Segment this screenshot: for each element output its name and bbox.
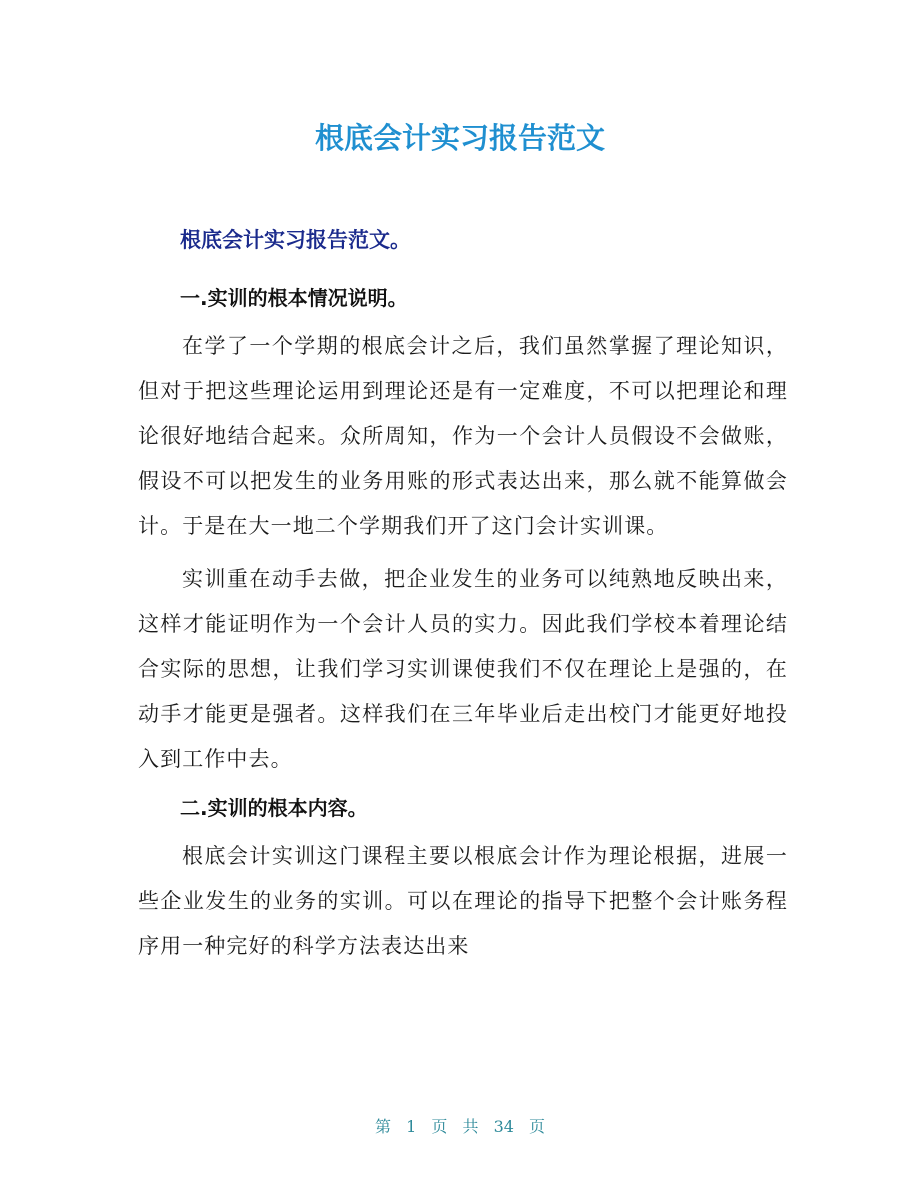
section-2 bbox=[138, 790, 788, 969]
footer-prefix: 第 bbox=[374, 1117, 391, 1136]
document-body bbox=[138, 222, 788, 977]
footer-total-word: 共 bbox=[462, 1117, 479, 1136]
section-heading: 一.实训的根本情况说明。 bbox=[180, 286, 408, 310]
document-subtitle: 根底会计实习报告范文。 bbox=[180, 228, 411, 252]
paragraph: 实训重在动手去做，把企业发生的业务可以纯熟地反映出来，这样才能证明作为一个会计人员的实力。因此我们学校本着理论结合实际的思想，让我们学习实训课使我们不仅在理论上是强的，在动手才能更是强者。这样我们在三年毕业后走出校门才能更好地投入到工作中去。 bbox=[138, 567, 788, 771]
document-title: 根底会计实习报告范文 bbox=[314, 121, 605, 155]
footer-suffix: 页 bbox=[529, 1117, 546, 1136]
footer-page-unit: 页 bbox=[431, 1117, 448, 1136]
current-page-number: 1 bbox=[406, 1117, 417, 1136]
paragraph: 根底会计实训这门课程主要以根底会计作为理论根据，进展一些企业发生的业务的实训。可以在理论的指导下把整个会计账务程序用一种完好的科学方法表达出来 bbox=[138, 844, 788, 958]
section-heading: 二.实训的根本内容。 bbox=[180, 796, 368, 820]
paragraph: 在学了一个学期的根底会计之后，我们虽然掌握了理论知识，但对于把这些理论运用到理论还是有一定难度，不可以把理论和理论很好地结合起来。众所周知，作为一个会计人员假设不会做账，假设不可以把发生的业务用账的形式表达出来，那么就不能算做会计。于是在大一地二个学期我们开了这门会计实训课。 bbox=[138, 334, 788, 538]
total-pages-number: 34 bbox=[493, 1117, 514, 1136]
section-1 bbox=[138, 280, 788, 782]
page-footer bbox=[0, 1114, 920, 1137]
